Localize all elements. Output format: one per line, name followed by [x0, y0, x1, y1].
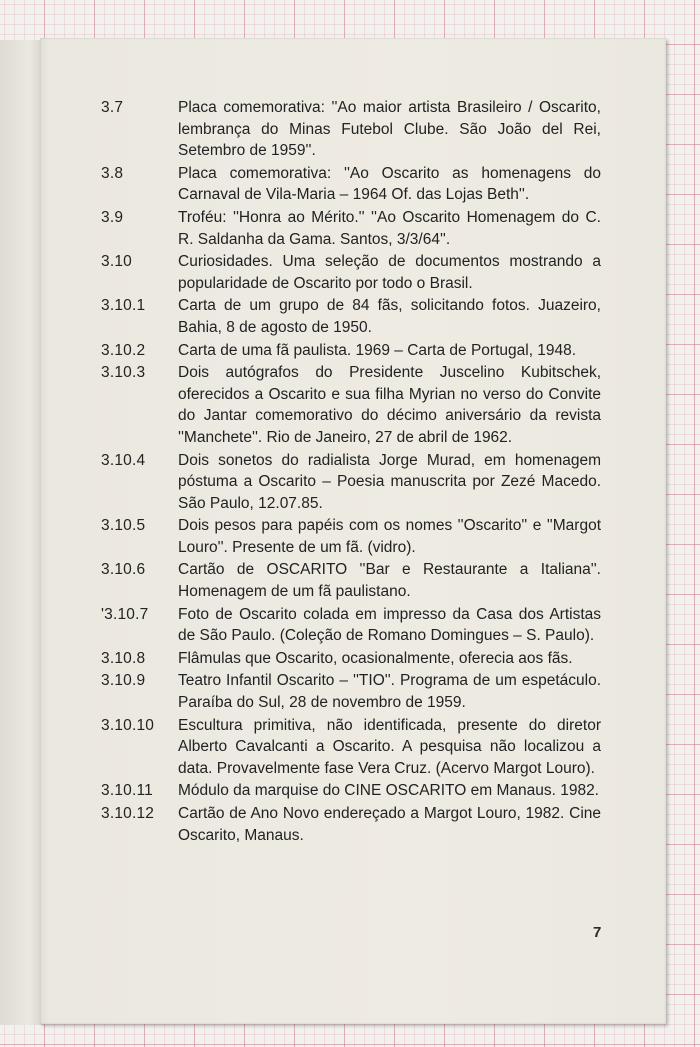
list-item-3-10-4: [101, 450, 601, 515]
entry-number: 3.10.12: [101, 805, 155, 822]
entry-text: Foto de Oscarito colada em impresso da Casa dos Artistas de São Paulo. (Coleção de Romano Domingues – S. Paulo).: [178, 605, 601, 645]
list-item-3-10: [101, 251, 601, 294]
list-item-3-8: [101, 163, 601, 206]
entry-text: Carta de um grupo de 84 fãs, solicitando fotos. Juazeiro, Bahia, 8 de agosto de 1950.: [178, 297, 601, 336]
entry-text: Dois autógrafos do Presidente Juscelino Kubitschek, oferecidos a Oscarito e sua filha Myrian no verso do Convite do Jantar comemorativo do décimo aniversário da revista ''Manchete''. Rio de Janeiro, 27 de abril de 1962.: [178, 364, 601, 446]
entry-number: 3.10.2: [101, 341, 146, 359]
entry-text: Cartão de OSCARITO ''Bar e Restaurante a Italiana''. Homenagem de um fã paulistano.: [178, 561, 601, 601]
entry-text: Dois sonetos do radialista Jorge Murad, em homenagem póstuma a Oscarito – Poesia manuscrita por Zezé Macedo. São Paulo, 12.07.85.: [178, 451, 601, 512]
list-item-3-10-5: [101, 515, 601, 558]
entry-text: Troféu: ''Honra ao Mérito.'' ''Ao Oscarito Homenagem do C. R. Saldanha da Gama. Santos, 3/3/64''.: [178, 208, 601, 248]
list-item-3-10-7: [101, 604, 601, 647]
entry-text: Placa comemorativa: ''Ao maior artista Brasileiro / Oscarito, lembrança do Minas Futebol Clube. São João del Rei, Setembro de 1959''.: [178, 99, 601, 160]
list-item-3-10-6: [101, 559, 601, 602]
entry-number: 3.7: [101, 99, 124, 116]
list-item-3-9: [101, 207, 601, 250]
entry-text: Carta de uma fã paulista. 1969 – Carta de Portugal, 1948.: [178, 341, 577, 359]
entry-number: 3.10.6: [101, 561, 146, 579]
entry-number: 3.10.4: [101, 451, 146, 469]
list-item-3-10-2: [101, 340, 601, 362]
entry-number: '3.10.7: [101, 605, 149, 623]
entry-number: 3.10.8: [101, 649, 146, 667]
entry-number: 3.10.1: [101, 297, 146, 315]
entry-text: Placa comemorativa: ''Ao Oscarito as homenagens do Carnaval de Vila-Maria – 1964 Of. das Lojas Beth''.: [178, 164, 601, 204]
entry-number: 3.10.5: [101, 517, 146, 535]
list-item-3-10-1: [101, 295, 601, 338]
entry-text: Curiosidades. Uma seleção de documentos mostrando a popularidade de Oscarito por todo o Brasil.: [178, 253, 601, 292]
list-item-3-10-10: [101, 715, 601, 780]
document-page: [40, 38, 666, 1024]
entry-number: 3.10.11: [101, 782, 153, 800]
entry-text: Flâmulas que Oscarito, ocasionalmente, oferecia aos fãs.: [178, 649, 573, 667]
list-item-3-7: [101, 97, 601, 162]
entry-list: [101, 97, 601, 847]
entry-number: 3.10.3: [101, 364, 146, 382]
entry-text: Teatro Infantil Oscarito – ''TIO''. Programa de um espetáculo. Paraíba do Sul, 28 de novembro de 1959.: [178, 672, 601, 712]
entry-text: Módulo da marquise do CINE OSCARITO em Manaus. 1982.: [178, 782, 599, 800]
entry-number: 3.9: [101, 208, 124, 226]
entry-text: Cartão de Ano Novo endereçado a Margot Louro, 1982. Cine Oscarito, Manaus.: [178, 805, 601, 844]
entry-text: Escultura primitiva, não identificada, presente do diretor Alberto Cavalcanti a Oscarito. A pesquisa não localizou a data. Provavelmente fase Vera Cruz. (Acervo Margot Louro).: [178, 716, 601, 777]
entry-number: 3.8: [101, 164, 124, 182]
list-item-3-10-8: [101, 648, 601, 670]
entry-number: 3.10: [101, 253, 132, 271]
entry-text: Dois pesos para papéis com os nomes ''Oscarito'' e ''Margot Louro''. Presente de um fã. (vidro).: [178, 517, 601, 556]
list-item-3-10-11: [101, 780, 601, 802]
facing-page-edge: [0, 40, 43, 1025]
entry-number: 3.10.10: [101, 716, 155, 734]
page-number: 7: [593, 924, 602, 941]
list-item-3-10-3: [101, 362, 601, 448]
list-item-3-10-9: [101, 670, 601, 713]
entry-number: 3.10.9: [101, 672, 146, 690]
list-item-3-10-12: [101, 803, 601, 846]
